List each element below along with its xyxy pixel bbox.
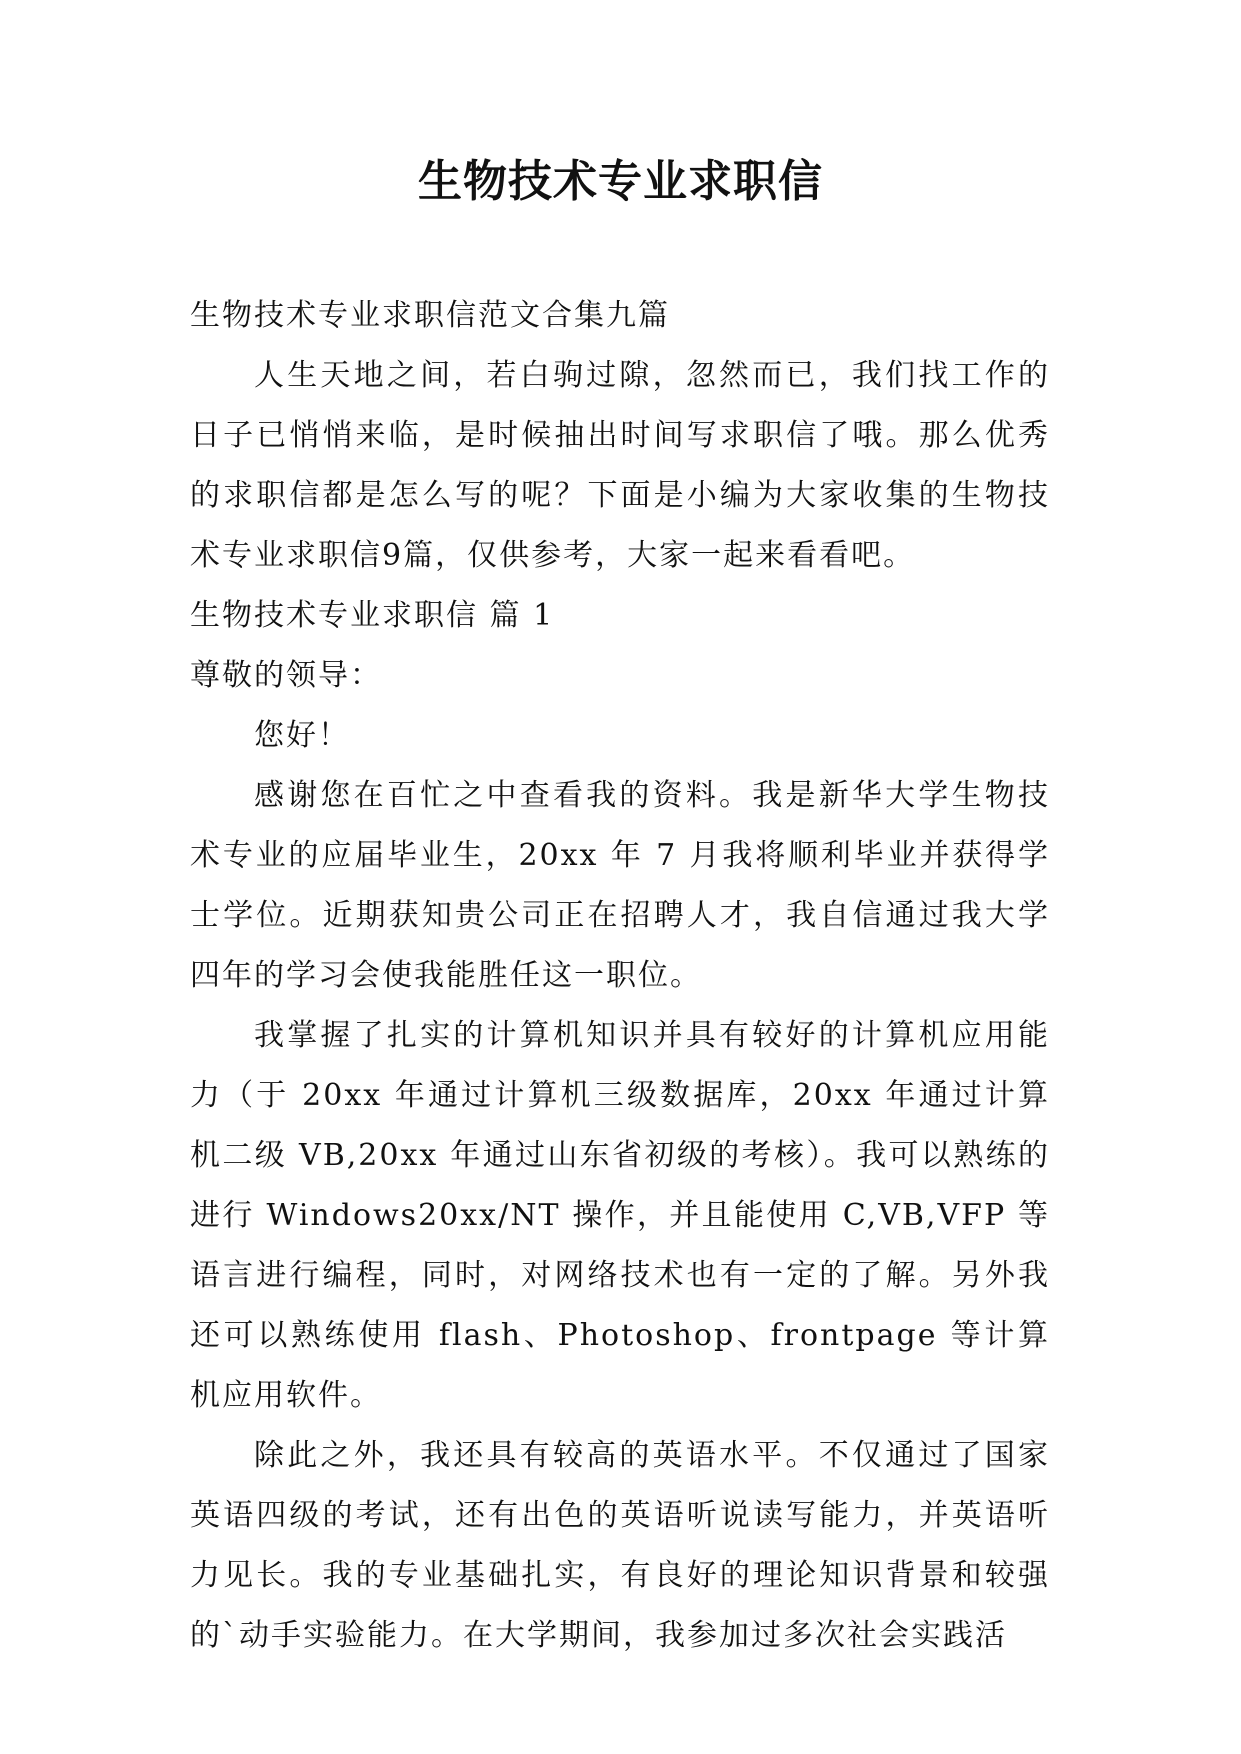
salutation: 尊敬的领导：: [190, 658, 382, 693]
document-body: [190, 286, 1050, 1666]
body-paragraph: 除此之外，我还具有较高的英语水平。不仅通过了国家英语四级的考试，还有出色的英语听说读写能力，并英语听力见长。我的专业基础扎实，有良好的理论知识背景和较强的`动手实验能力。在大学期间，我参加过多次社会实践活: [190, 1438, 1050, 1653]
greeting: 您好！: [254, 718, 350, 753]
body-paragraph: 感谢您在百忙之中查看我的资料。我是新华大学生物技术专业的应届毕业生，20xx 年 7 月我将顺利毕业并获得学士学位。近期获知贵公司正在招聘人才，我自信通过我大学四年的学习会使我能胜任这一职位。: [190, 778, 1050, 993]
section-heading: 生物技术专业求职信 篇 1: [190, 598, 555, 633]
body-paragraph: 我掌握了扎实的计算机知识并具有较好的计算机应用能力（于 20xx 年通过计算机三级数据库，20xx 年通过计算机二级 VB,20xx 年通过山东省初级的考核）。我可以熟练的进行 Windows20xx/NT 操作，并且能使用 C,VB,VFP 等语言进行编程，同时，对网络技术也有一定的了解。另外我还可以熟练使用 flash、Photoshop、frontpage 等计算机应用软件。: [190, 1018, 1050, 1413]
intro-paragraph: 人生天地之间，若白驹过隙，忽然而已，我们找工作的日子已悄悄来临，是时候抽出时间写求职信了哦。那么优秀的求职信都是怎么写的呢？下面是小编为大家收集的生物技术专业求职信9篇，仅供参考，大家一起来看看吧。: [190, 358, 1050, 573]
document-title: 生物技术专业求职信: [418, 156, 823, 207]
document-subtitle: 生物技术专业求职信范文合集九篇: [190, 298, 670, 333]
